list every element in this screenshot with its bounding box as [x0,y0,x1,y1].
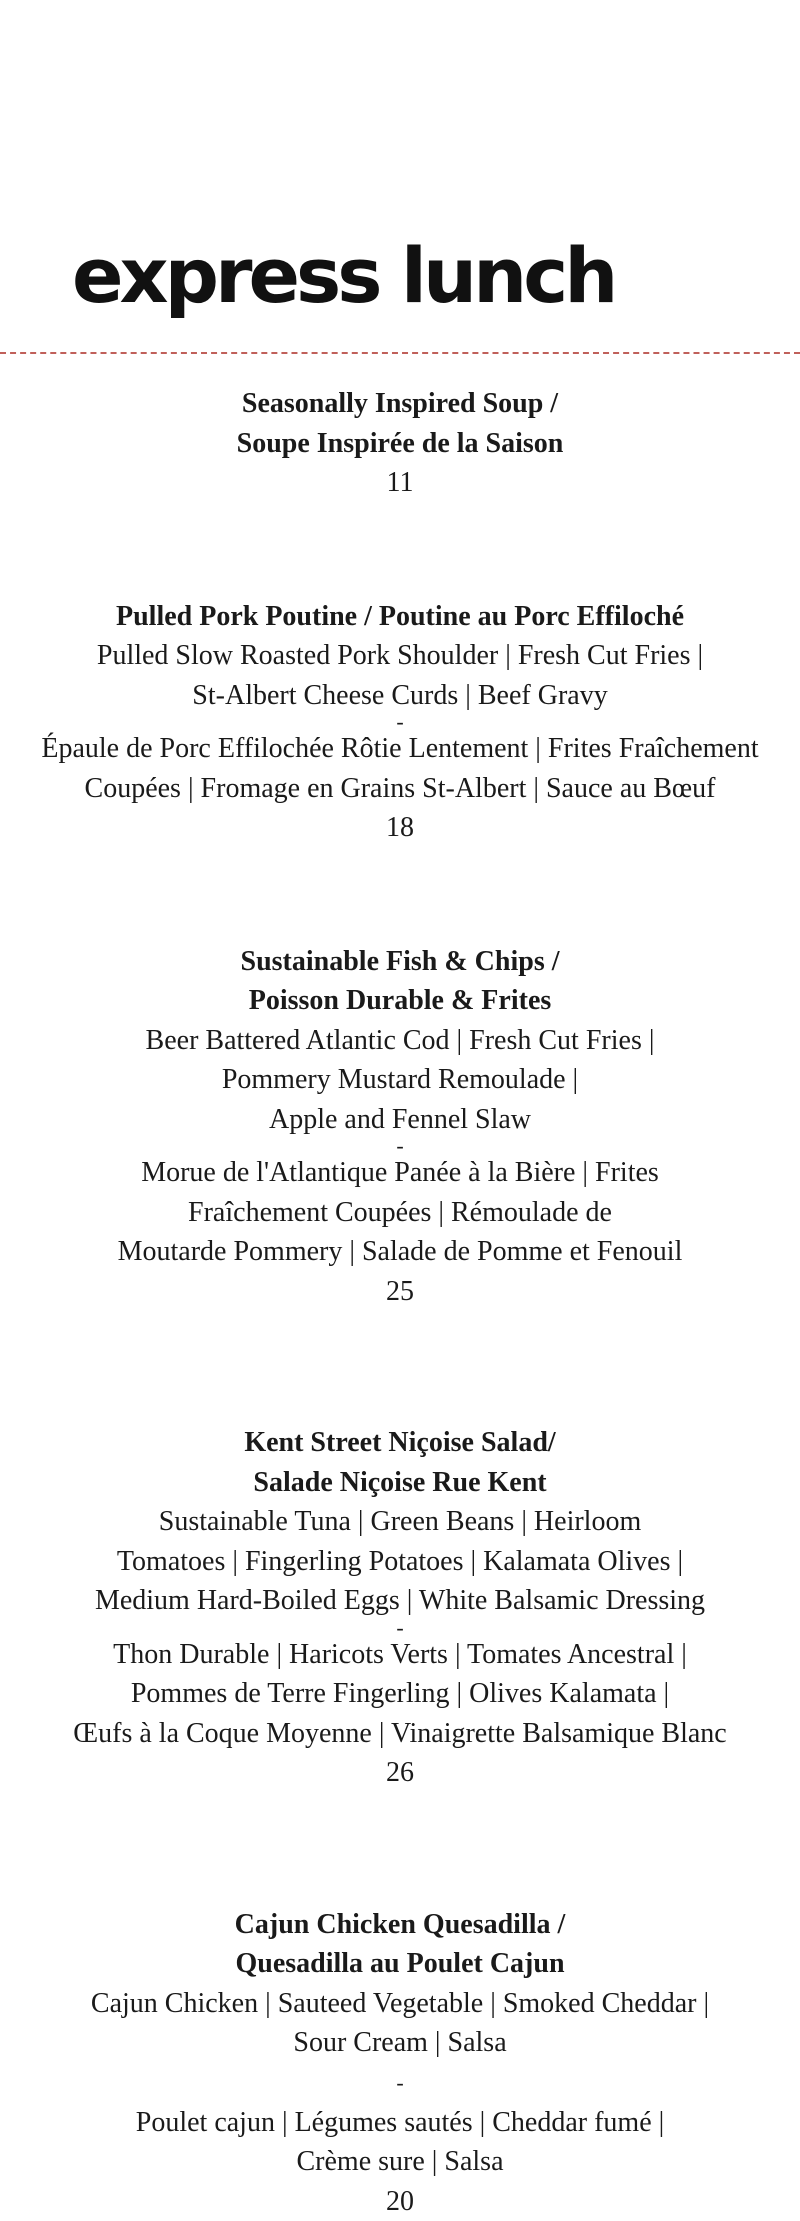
language-separator: - [0,715,800,729]
item-price: 25 [0,1272,800,1312]
item-name: Sustainable Fish & Chips / [0,942,800,982]
item-description-fr: Épaule de Porc Effilochée Rôtie Lentement | Frites Fraîchement [0,729,800,769]
item-name: Cajun Chicken Quesadilla / [0,1905,800,1945]
item-price: 26 [0,1753,800,1793]
spacer [0,1793,800,1905]
item-description-en: Sustainable Tuna | Green Beans | Heirloom [0,1502,800,1542]
item-description-fr: Poulet cajun | Légumes sautés | Cheddar fumé | [0,2103,800,2143]
item-description-en: Apple and Fennel Slaw [0,1100,800,1140]
menu-item-fish-chips [0,942,800,1312]
item-description-en: Tomatoes | Fingerling Potatoes | Kalamata Olives | [0,1542,800,1582]
item-description-en: Pommery Mustard Remoulade | [0,1060,800,1100]
item-description-fr: Thon Durable | Haricots Verts | Tomates Ancestral | [0,1635,800,1675]
spacer [0,1311,800,1423]
item-description-en: Sour Cream | Salsa [0,2023,800,2063]
item-description-fr: Moutarde Pommery | Salade de Pomme et Fenouil [0,1232,800,1272]
item-description-fr: Œufs à la Coque Moyenne | Vinaigrette Balsamique Blanc [0,1714,800,1754]
language-separator: - [0,2063,800,2103]
item-description-en: Cajun Chicken | Sauteed Vegetable | Smoked Cheddar | [0,1984,800,2024]
item-name: Quesadilla au Poulet Cajun [0,1944,800,1984]
dashed-divider [0,352,800,354]
item-name: Pulled Pork Poutine / Poutine au Porc Effiloché [0,597,800,637]
item-name: Seasonally Inspired Soup / [0,384,800,424]
item-price: 18 [0,808,800,848]
menu-item-nicoise-salad [0,1423,800,1793]
language-separator: - [0,1139,800,1153]
item-description-fr: Morue de l'Atlantique Panée à la Bière | Frites [0,1153,800,1193]
item-price: 11 [0,463,800,503]
item-description-fr: Pommes de Terre Fingerling | Olives Kalamata | [0,1674,800,1714]
item-name: Salade Niçoise Rue Kent [0,1463,800,1503]
item-description-en: Medium Hard-Boiled Eggs | White Balsamic Dressing [0,1581,800,1621]
page-title: express lunch [72,238,614,314]
language-separator: - [0,1621,800,1635]
item-description-en: Pulled Slow Roasted Pork Shoulder | Fresh Cut Fries | [0,636,800,676]
item-description-fr: Coupées | Fromage en Grains St-Albert | Sauce au Bœuf [0,769,800,809]
item-name: Kent Street Niçoise Salad/ [0,1423,800,1463]
item-description-fr: Crème sure | Salsa [0,2142,800,2182]
item-description-en: St-Albert Cheese Curds | Beef Gravy [0,676,800,716]
spacer [0,503,800,597]
item-name: Soupe Inspirée de la Saison [0,424,800,464]
menu-item-poutine [0,597,800,848]
spacer [0,848,800,942]
item-price: 20 [0,2182,800,2221]
menu-item-soup [0,384,800,503]
item-description-en: Beer Battered Atlantic Cod | Fresh Cut Fries | [0,1021,800,1061]
menu-list [0,384,800,2221]
item-name: Poisson Durable & Frites [0,981,800,1021]
item-description-fr: Fraîchement Coupées | Rémoulade de [0,1193,800,1233]
menu-item-quesadilla [0,1905,800,2221]
